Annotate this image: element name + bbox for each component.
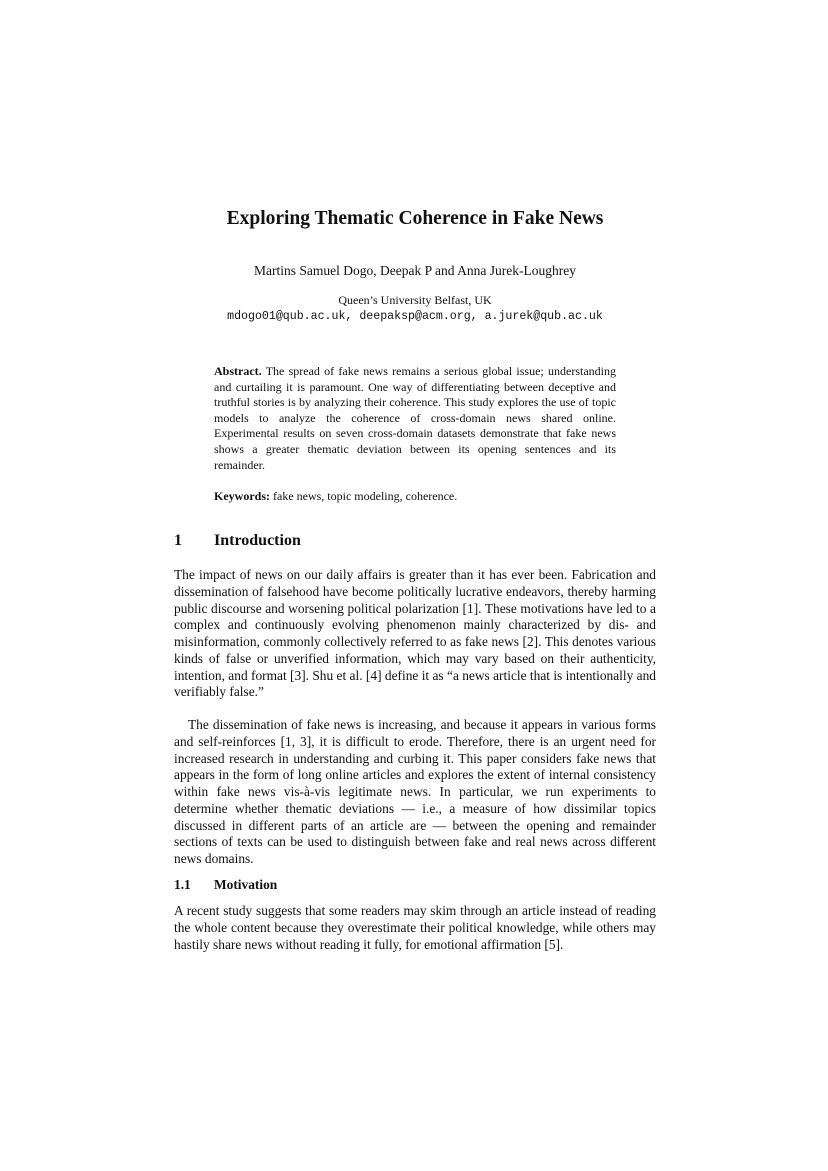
keywords [214, 488, 616, 504]
section-number: 1 [174, 532, 182, 549]
subsection-number: 1.1 [174, 877, 191, 892]
motivation-paragraph-1: A recent study suggests that some readers may skim through an article instead of reading the whole content because they overestimate their political knowledge, while others may hastily share news without reading it fully, for emotional affirmation [5]. [174, 903, 656, 952]
section-heading-introduction [174, 530, 301, 552]
abstract [214, 364, 616, 473]
paper-title: Exploring Thematic Coherence in Fake News [226, 208, 604, 229]
author-emails: mdogo01@qub.ac.uk, deepaksp@acm.org, a.jurek@qub.ac.uk [227, 310, 603, 323]
keywords-label: Keywords: [214, 489, 270, 503]
intro-paragraph-1: The impact of news on our daily affairs is greater than it has ever been. Fabrication and dissemination of falsehood have become politically lucrative endeavors, thereby harming public discourse and worsening political polarization [1]. These motivations have led to a complex and continuously evolving phenomenon mainly characterized by dis- and misinformation, commonly collectively referred to as fake news [2]. This denotes various kinds of false or unverified information, which may vary based on their authenticity, intention, and format [3]. Shu et al. [4] define it as “a news article that is intentionally and verifiably false.” [174, 567, 656, 700]
intro-paragraph-2: The dissemination of fake news is increasing, and because it appears in various forms and self-reinforces [1, 3], it is difficult to erode. Therefore, there is an urgent need for increased research in understanding and curbing it. This paper considers fake news that appears in the form of long online articles and explores the extent of internal consistency within fake news vis-à-vis legitimate news. In particular, we run experiments to determine whether thematic deviations — i.e., a measure of how dissimilar topics discussed in different parts of an article are — between the opening and remainder sections of texts can be used to distinguish between fake and real news across different news domains. [174, 717, 656, 866]
affiliation: Queen’s University Belfast, UK [338, 293, 492, 307]
subsection-title: Motivation [214, 877, 278, 892]
author-list: Martins Samuel Dogo, Deepak P and Anna Jurek-Loughrey [254, 263, 576, 278]
keywords-text: fake news, topic modeling, coherence. [273, 489, 458, 503]
abstract-text: The spread of fake news remains a serious global issue; understanding and curtailing it is paramount. One way of differentiating between deceptive and truthful stories is by analyzing their coherence. This study explores the use of topic models to analyze the coherence of cross-domain news shared online. Experimental results on seven cross-domain datasets demonstrate that fake news shows a greater thematic deviation between its opening sentences and its remainder. [214, 364, 616, 472]
abstract-label: Abstract. [214, 364, 262, 378]
section-title: Introduction [214, 532, 301, 549]
subsection-heading-motivation [174, 876, 277, 894]
